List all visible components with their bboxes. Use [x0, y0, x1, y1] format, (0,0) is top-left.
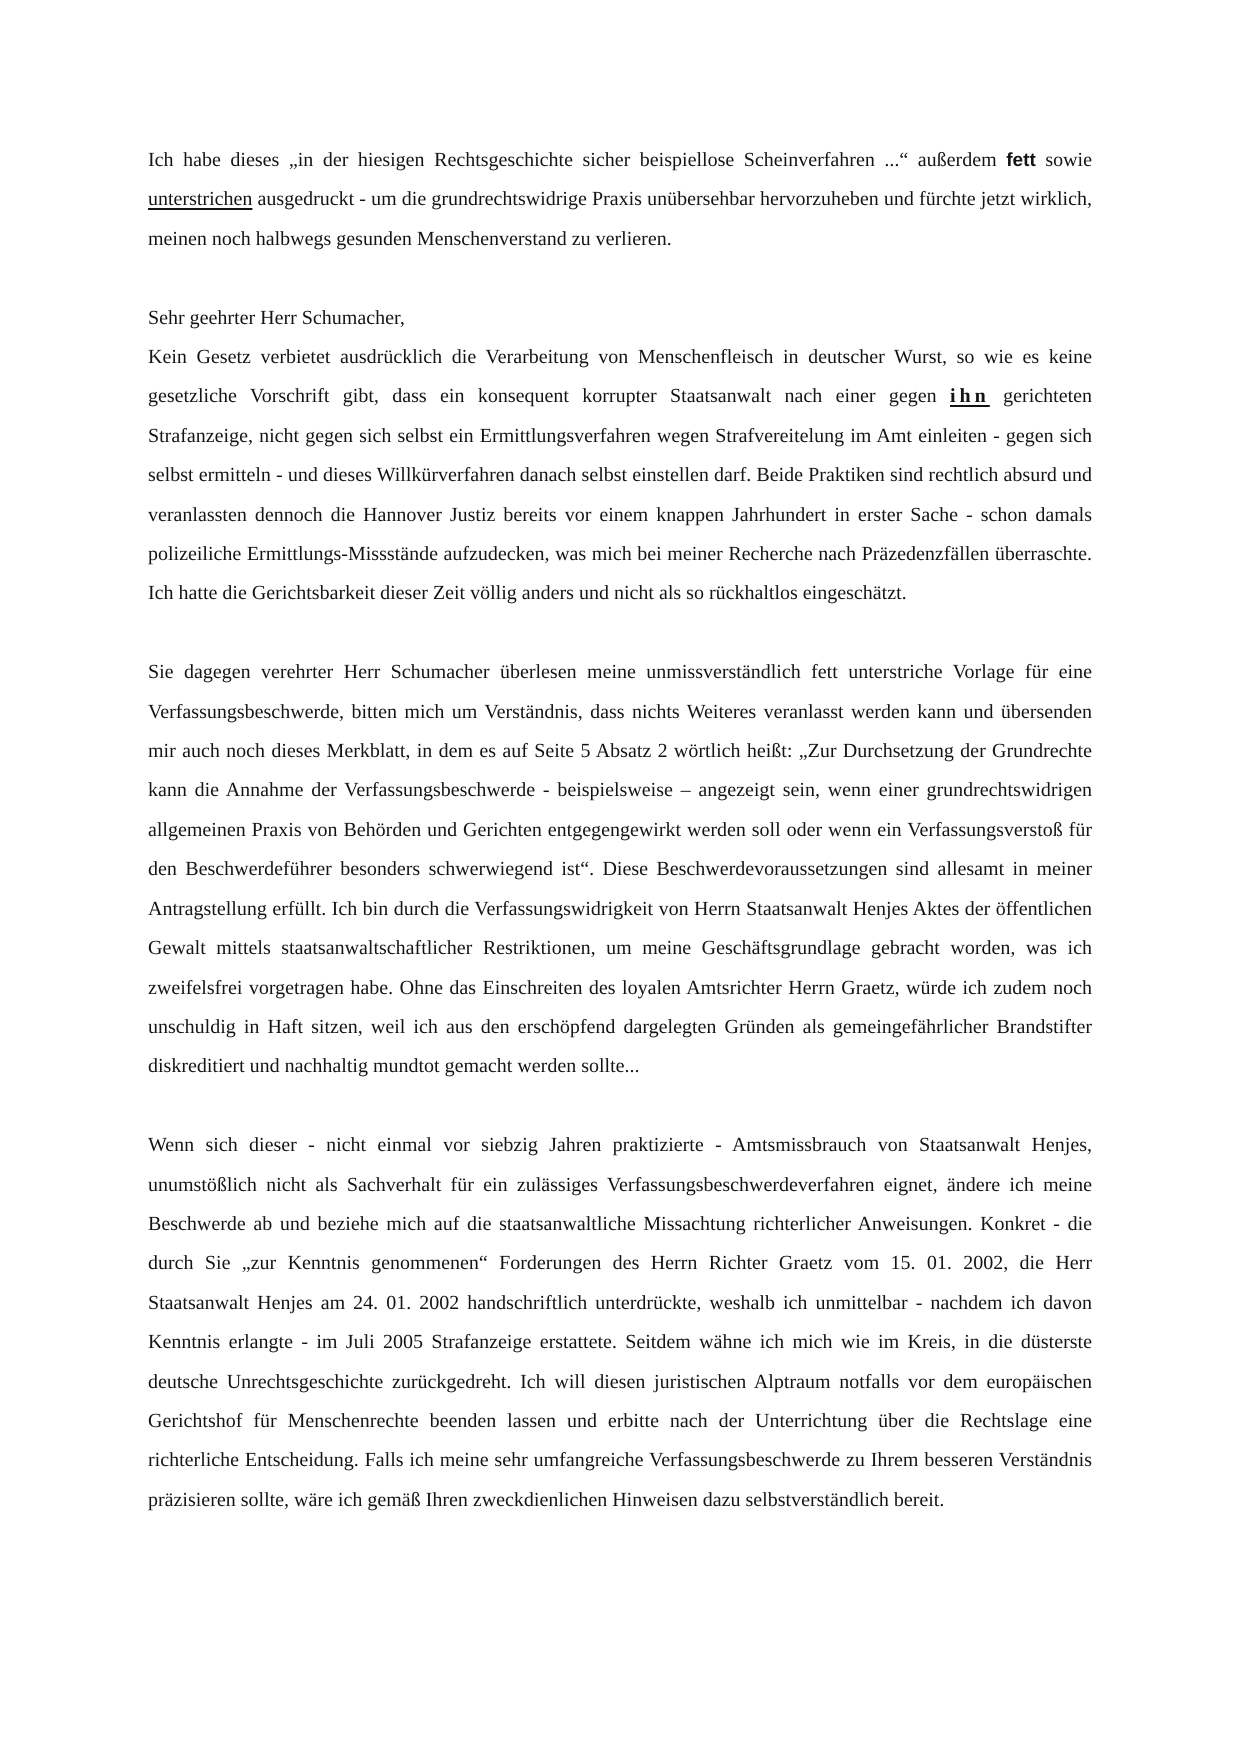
intro-text-2: sowie: [1035, 149, 1092, 171]
bold-word: fett: [1006, 150, 1036, 171]
paragraph-gap: [148, 259, 1092, 298]
body1-text-2: gerichteten Strafanzeige, nicht gegen sich selbst ein Ermittlungsverfahren wegen Strafvereitelung im Amt einleiten - gegen sich selbst ermitteln - und dieses Willkürverfahren danach selbst einstellen darf. Beide Praktiken sind rechtlich absurd und veranlassten dennoch die Hannover Justiz bereits vor einem knappen Jahrhundert in erster Sache - schon damals polizeiliche Ermittlungs-Missstände aufzudecken, was mich bei meiner Recherche nach Präzedenzfällen überraschte. Ich hatte die Gerichtsbarkeit dieser Zeit völlig anders und nicht als so rückhaltlos eingeschätzt.: [148, 385, 1092, 605]
paragraph-gap: [148, 1087, 1092, 1126]
salutation: Sehr geehrter Herr Schumacher,: [148, 306, 405, 329]
paragraph-gap: [148, 614, 1092, 653]
letter-page: [148, 141, 1092, 1520]
underlined-word: unterstrichen: [148, 188, 253, 211]
paragraph-intro: [148, 141, 1092, 259]
intro-text-3: ausgedruckt - um die grundrechtswidrige Praxis unübersehbar hervorzuheben und fürchte jetzt wirklich, meinen noch halbwegs gesunden Menschenverstand zu verlieren.: [148, 188, 1092, 250]
emphasized-word: ihn: [950, 385, 990, 408]
body1-text-1: Kein Gesetz verbietet ausdrücklich die Verarbeitung von Menschenfleisch in deutscher Wurst, so wie es keine gesetzliche Vorschrift gibt, dass ein konsequent korrupter Staatsanwalt nach einer gegen: [148, 346, 1092, 408]
paragraph-body-3: Wenn sich dieser - nicht einmal vor siebzig Jahren praktizierte - Amtsmissbrauch von Staatsanwalt Henjes, unumstößlich nicht als Sachverhalt für ein zulässiges Verfassungsbeschwerdeverfahren eignet, ändere ich meine Beschwerde ab und beziehe mich auf die staatsanwaltliche Missachtung richterlicher Anweisungen. Konkret - die durch Sie „zur Kenntnis genommenen“ Forderungen des Herrn Richter Graetz vom 15. 01. 2002, die Herr Staatsanwalt Henjes am 24. 01. 2002 handschriftlich unterdrückte, weshalb ich unmittelbar - nachdem ich davon Kenntnis erlangte - im Juli 2005 Strafanzeige erstattete. Seitdem wähne ich mich wie im Kreis, in die düsterste deutsche Unrechtsgeschichte zurückgedreht. Ich will diesen juristischen Alptraum notfalls vor dem europäischen Gerichtshof für Menschenrechte beenden lassen und erbitte nach der Unterrichtung über die Rechtslage eine richterliche Entscheidung. Falls ich meine sehr umfangreiche Verfassungsbeschwerde zu Ihrem besseren Verständnis präzisieren sollte, wäre ich gemäß Ihren zweckdienlichen Hinweisen dazu selbstverständlich bereit.: [148, 1134, 1092, 1511]
paragraph-body-2: Sie dagegen verehrter Herr Schumacher überlesen meine unmissverständlich fett unterstriche Vorlage für eine Verfassungsbeschwerde, bitten mich um Verständnis, dass nichts Weiteres veranlasst werden kann und übersenden mir auch noch dieses Merkblatt, in dem es auf Seite 5 Absatz 2 wörtlich heißt: „Zur Durchsetzung der Grundrechte kann die Annahme der Verfassungsbeschwerde - beispielsweise – angezeigt sein, wenn einer grundrechtswidrigen allgemeinen Praxis von Behörden und Gerichten entgegengewirkt werden soll oder wenn ein Verfassungsverstoß für den Beschwerdeführer besonders schwerwiegend ist“. Diese Beschwerdevoraussetzungen sind allesamt in meiner Antragstellung erfüllt. Ich bin durch die Verfassungswidrigkeit von Herrn Staatsanwalt Henjes Aktes der öffentlichen Gewalt mittels staatsanwaltschaftlicher Restriktionen, um meine Geschäftsgrundlage gebracht worden, was ich zweifelsfrei vorgetragen habe. Ohne das Einschreiten des loyalen Amtsrichter Herrn Graetz, würde ich zudem noch unschuldig in Haft sitzen, weil ich aus den erschöpfend dargelegten Gründen als gemeingefährlicher Brandstifter diskreditiert und nachhaltig mundtot gemacht werden sollte...: [148, 661, 1092, 1078]
paragraph-body-1: [148, 338, 1092, 614]
intro-text-1: Ich habe dieses „in der hiesigen Rechtsgeschichte sicher beispiellose Scheinverfahren ...“ außerdem: [148, 149, 1007, 171]
